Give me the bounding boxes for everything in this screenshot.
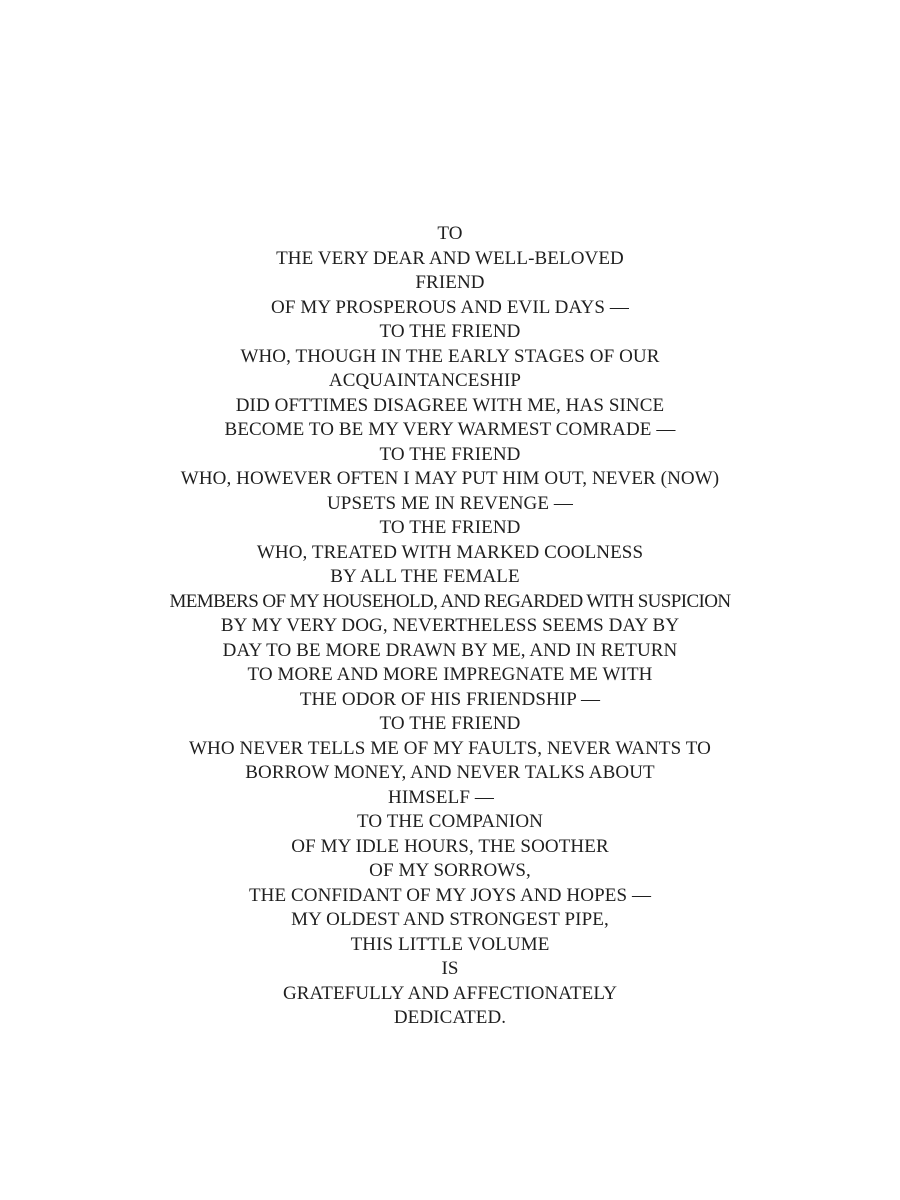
dedication-line: TO THE FRIEND [379, 713, 521, 734]
dedication-line: WHO, THOUGH IN THE EARLY STAGES OF OUR [240, 345, 660, 367]
dedication-line: MY OLDEST AND STRONGEST PIPE, [291, 909, 609, 930]
dedication-line: TO THE COMPANION [357, 811, 543, 832]
dedication-line: TO MORE AND MORE IMPREGNATE ME WITH [247, 664, 653, 685]
dedication-line: BY MY VERY DOG, NEVERTHELESS SEEMS DAY BY [220, 615, 680, 636]
dedication-line: THE CONFIDANT OF MY JOYS AND HOPES — [248, 884, 652, 906]
dedication-line: TO THE FRIEND [379, 443, 521, 465]
dedication-line: WHO, TREATED WITH MARKED COOLNESS [256, 541, 644, 563]
dedication-line: DID OFTTIMES DISAGREE WITH ME, HAS SINCE [235, 394, 665, 416]
dedication-line: BECOME TO BE MY VERY WARMEST COMRADE — [224, 419, 676, 440]
dedication-line: BY ALL THE FEMALE [330, 566, 520, 587]
dedication-line: DAY TO BE MORE DRAWN BY ME, AND IN RETURN [222, 639, 678, 661]
dedication-line: THE ODOR OF HIS FRIENDSHIP — [299, 688, 601, 710]
dedication-line: ACQUAINTANCESHIP [328, 370, 522, 391]
dedication-line: THIS LITTLE VOLUME [350, 933, 550, 955]
dedication-line: OF MY IDLE HOURS, THE SOOTHER [291, 835, 609, 857]
dedication-line: UPSETS ME IN REVENGE — [326, 492, 574, 514]
dedication-line: TO THE FRIEND [379, 517, 521, 538]
dedication-text [0, 222, 900, 1031]
dedication-line: THE VERY DEAR AND WELL-BELOVED [276, 247, 624, 269]
dedication-line: OF MY PROSPEROUS AND EVIL DAYS — [271, 296, 629, 318]
dedication-line: WHO, HOWEVER OFTEN I MAY PUT HIM OUT, NEVER (NOW) [180, 468, 720, 489]
dedication-line: HIMSELF — [388, 786, 494, 808]
dedication-line: BORROW MONEY, AND NEVER TALKS ABOUT [245, 762, 655, 783]
dedication-line: IS [441, 958, 459, 979]
dedication-line: MEMBERS OF MY HOUSEHOLD, AND REGARDED WITH SUSPICION [169, 590, 731, 612]
dedication-line: FRIEND [415, 272, 485, 293]
dedication-line: WHO NEVER TELLS ME OF MY FAULTS, NEVER WANTS TO [189, 737, 711, 759]
dedication-line: GRATEFULLY AND AFFECTIONATELY [282, 982, 618, 1004]
dedication-line: TO [437, 223, 463, 244]
dedication-line: OF MY SORROWS, [369, 860, 531, 881]
dedication-line: TO THE FRIEND [379, 321, 521, 342]
dedication-line: DEDICATED. [393, 1007, 507, 1028]
